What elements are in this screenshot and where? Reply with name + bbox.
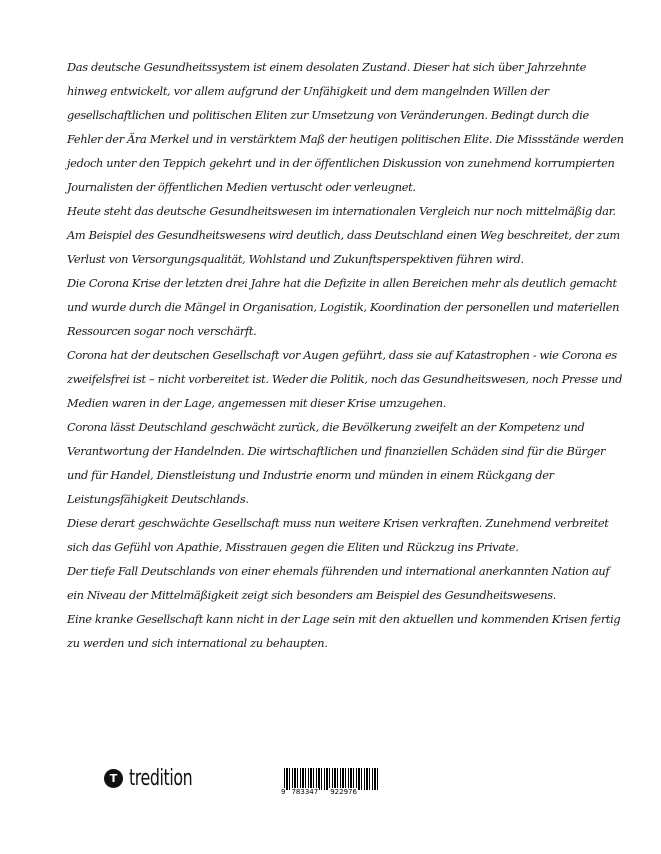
text-line: Die Corona Krise der letzten drei Jahre hat die Defizite in allen Bereichen mehr als deutlich gemacht bbox=[67, 276, 617, 290]
barcode-bars bbox=[284, 768, 378, 790]
text-line: Am Beispiel des Gesundheitswesens wird deutlich, dass Deutschland einen Weg beschreitet, der zum bbox=[67, 228, 620, 242]
text-line: Corona lässt Deutschland geschwächt zurück, die Bevölkerung zweifelt an der Kompetenz und bbox=[67, 420, 585, 434]
text-line: Verlust von Versorgungsqualität, Wohlstand und Zukunftsperspektiven führen wird. bbox=[67, 252, 524, 266]
text-line: zweifelsfrei ist – nicht vorbereitet ist. Weder die Politik, noch das Gesundheitswesen, noch Presse und bbox=[67, 372, 623, 386]
text-line: Eine kranke Gesellschaft kann nicht in der Lage sein mit den aktuellen und kommenden Krisen fertig bbox=[67, 612, 621, 626]
text-line: und wurde durch die Mängel in Organisation, Logistik, Koordination der personellen und materiellen bbox=[67, 300, 620, 314]
text-line: hinweg entwickelt, vor allem aufgrund der Unfähigkeit und dem mangelnden Willen der bbox=[67, 84, 549, 98]
text-line: ein Niveau der Mittelmäßigkeit zeigt sich besonders am Beispiel des Gesundheitswesens. bbox=[67, 588, 556, 602]
text-line: jedoch unter den Teppich gekehrt und in der öffentlichen Diskussion von zunehmend korrumpierten bbox=[67, 156, 615, 170]
text-line: Corona hat der deutschen Gesellschaft vor Augen geführt, dass sie auf Katastrophen - wie Corona es bbox=[67, 348, 617, 362]
publisher-logo bbox=[104, 766, 208, 791]
isbn-barcode bbox=[280, 768, 378, 798]
text-line: Verantwortung der Handelnden. Die wirtschaftlichen und finanziellen Schäden sind für die Bürger bbox=[67, 444, 606, 458]
barcode-digit-prefix: 9 bbox=[281, 788, 286, 796]
text-line: sich das Gefühl von Apathie, Misstrauen gegen die Eliten und Rückzug ins Private. bbox=[67, 540, 519, 554]
text-line: Der tiefe Fall Deutschlands von einer ehemals führenden und international anerkannten Nation auf bbox=[67, 564, 610, 578]
barcode-digit-group-1: 783347 bbox=[291, 788, 319, 796]
barcode-digits bbox=[280, 788, 358, 796]
text-line: Das deutsche Gesundheitssystem ist einem desolaten Zustand. Dieser hat sich über Jahrzehnte bbox=[67, 60, 587, 74]
barcode-digit-group-2: 922976 bbox=[330, 788, 357, 796]
text-line: Medien waren in der Lage, angemessen mit dieser Krise umzugehen. bbox=[67, 396, 447, 410]
text-line: gesellschaftlichen und politischen Eliten zur Umsetzung von Veränderungen. Bedingt durch die bbox=[67, 108, 589, 122]
tredition-logo-icon: T bbox=[104, 769, 123, 788]
text-line: Fehler der Ära Merkel und in verstärktem Maß der heutigen politischen Elite. Die Missstände werden bbox=[67, 132, 624, 146]
text-line: Heute steht das deutsche Gesundheitswesen im internationalen Vergleich nur noch mittelmäßig dar. bbox=[67, 204, 616, 218]
text-line: Journalisten der öffentlichen Medien vertuscht oder verleugnet. bbox=[67, 180, 416, 194]
back-cover-text bbox=[67, 57, 627, 657]
publisher-name: tredition bbox=[129, 766, 193, 791]
text-line: Diese derart geschwächte Gesellschaft muss nun weitere Krisen verkraften. Zunehmend verbreitet bbox=[67, 516, 609, 530]
text-line: Ressourcen sogar noch verschärft. bbox=[67, 324, 257, 338]
text-line: Leistungsfähigkeit Deutschlands. bbox=[67, 492, 249, 506]
text-line: und für Handel, Dienstleistung und Industrie enorm und münden in einem Rückgang der bbox=[67, 468, 554, 482]
text-line: zu werden und sich international zu behaupten. bbox=[67, 636, 328, 650]
